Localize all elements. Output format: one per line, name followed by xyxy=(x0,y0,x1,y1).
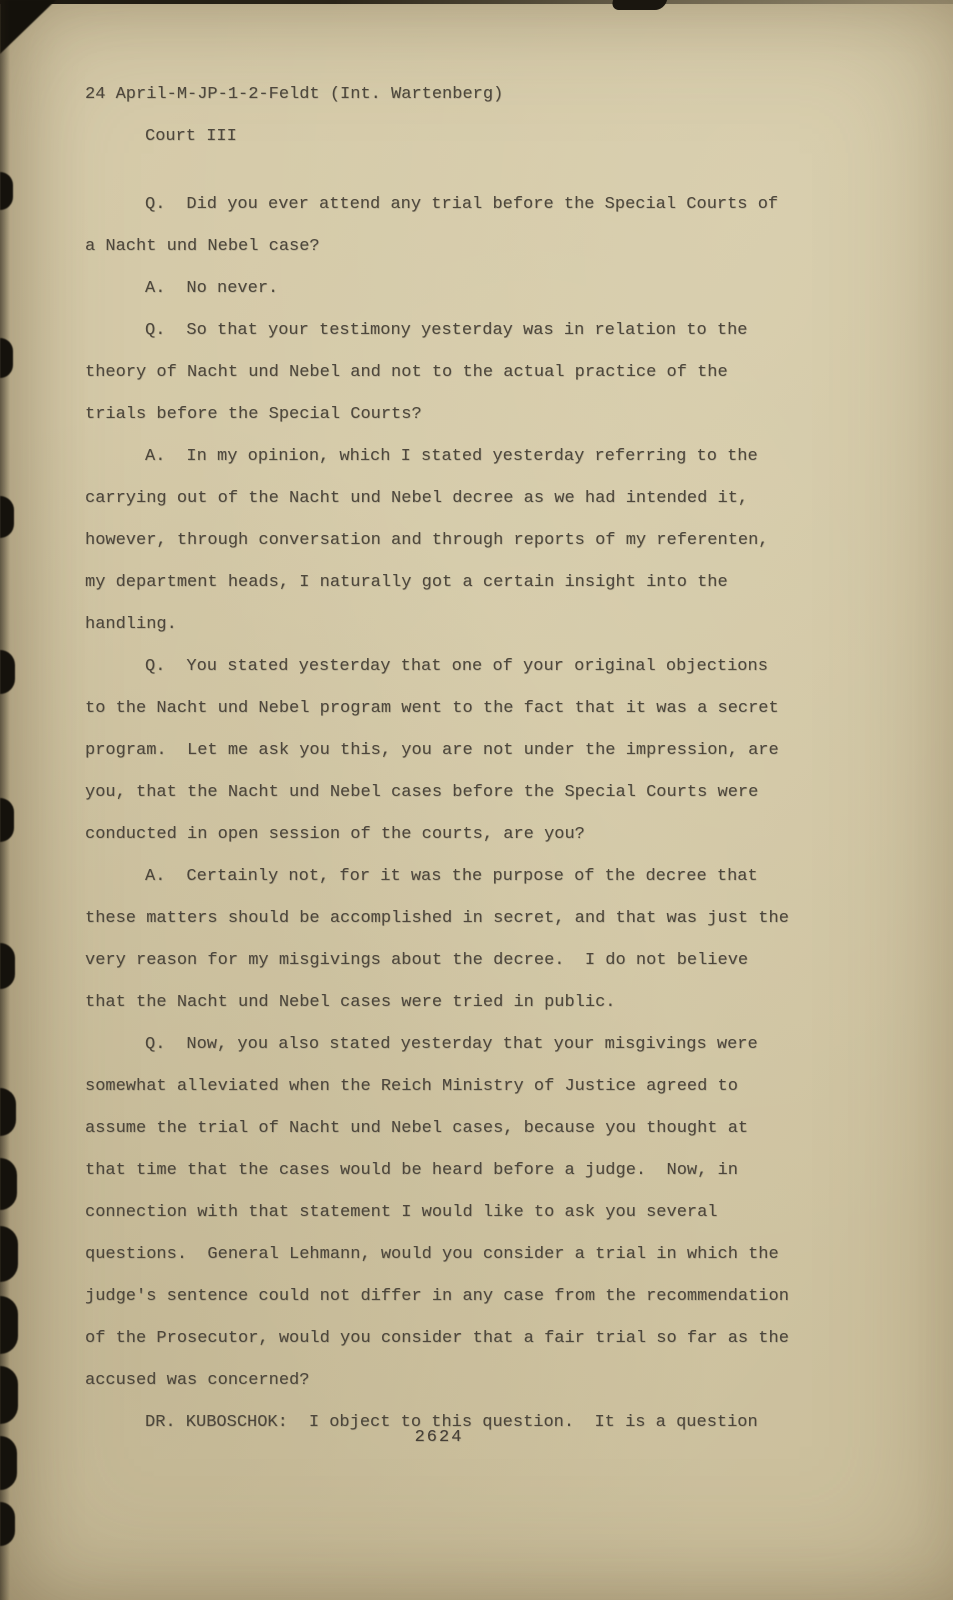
speaker-label: A. xyxy=(145,447,166,466)
transcript-paragraph xyxy=(85,184,793,268)
binding-mark xyxy=(0,943,15,989)
binding-mark xyxy=(0,172,13,210)
binding-mark xyxy=(0,1158,17,1210)
paragraph-text: No never. xyxy=(186,279,279,298)
binding-mark xyxy=(0,1436,17,1490)
page-number: 2624 xyxy=(414,1428,464,1447)
paragraph-text: Did you ever attend any trial before the Special Courts of a Nacht und Nebel case? xyxy=(85,195,789,256)
paragraph-text: So that your testimony yesterday was in relation to the theory of Nacht und Nebel and not to the actual practice of the trials before the Special Courts? xyxy=(85,321,758,424)
paragraph-text: In my opinion, which I stated yesterday referring to the carrying out of the Nacht und Nebel decree as we had intended it, however, through conversation and through reports of my referenten, my department heads, I naturally got a certain insight into the handling. xyxy=(85,447,779,634)
speaker-label: Q. xyxy=(145,321,166,340)
transcript-body xyxy=(85,184,800,1444)
binding-mark xyxy=(0,1366,18,1424)
speaker-label: Q. xyxy=(145,657,166,676)
speaker-label: A. xyxy=(145,279,166,298)
transcript xyxy=(85,74,800,1444)
transcript-paragraph xyxy=(85,310,793,436)
binding-mark xyxy=(0,1296,18,1354)
binding-mark xyxy=(0,338,13,378)
binding-mark xyxy=(0,798,14,842)
speaker-label: Q. xyxy=(145,195,166,214)
scan-top-center-mark xyxy=(611,0,667,10)
transcript-paragraph xyxy=(85,268,793,310)
speaker-label: A. xyxy=(145,867,166,886)
paragraph-text: Certainly not, for it was the purpose of the decree that these matters should be accomplished in secret, and that was just the very reason for my misgivings about the decree. I do not believe that the Nacht und Nebel cases were tried in public. xyxy=(85,867,800,1012)
speaker-label: DR. KUBOSCHOK: xyxy=(145,1413,288,1432)
court-title: Court III xyxy=(145,127,237,146)
paragraph-text: You stated yesterday that one of your original objections to the Nacht und Nebel program went to the fact that it was a secret program. Let me ask you this, you are not under the impression, are you, that the Nacht und Nebel cases before the Special Courts were conducted in open session of the courts, are you? xyxy=(85,657,789,844)
binding-mark xyxy=(0,1502,15,1546)
speaker-label: Q. xyxy=(145,1035,166,1054)
transcript-paragraph xyxy=(85,856,800,1024)
scan-top-edge xyxy=(0,0,953,4)
binding-mark xyxy=(0,650,15,694)
document-header: 24 April-M-JP-1-2-Feldt (Int. Wartenberg) xyxy=(85,85,504,104)
binding-mark xyxy=(0,1088,16,1136)
binding-mark xyxy=(0,496,14,538)
binding-mark xyxy=(0,1226,18,1282)
paragraph-text: Now, you also stated yesterday that your misgivings were somewhat alleviated when the Reich Ministry of Justice agreed to assume the trial of Nacht und Nebel cases, because you thought at that time that the cases would be heard before a judge. Now, in connection with that statement I would like to ask you several questions. General Lehmann, would you consider a trial in which the judge's sentence could not differ in any case from the recommendation of the Prosecutor, would you consider that a fair trial so far as the accused was concerned? xyxy=(85,1035,800,1390)
paragraph-text: I object to this question. It is a question xyxy=(308,1413,758,1432)
transcript-paragraph xyxy=(85,1024,800,1402)
transcript-paragraph xyxy=(85,436,793,646)
transcript-paragraph xyxy=(85,646,793,856)
